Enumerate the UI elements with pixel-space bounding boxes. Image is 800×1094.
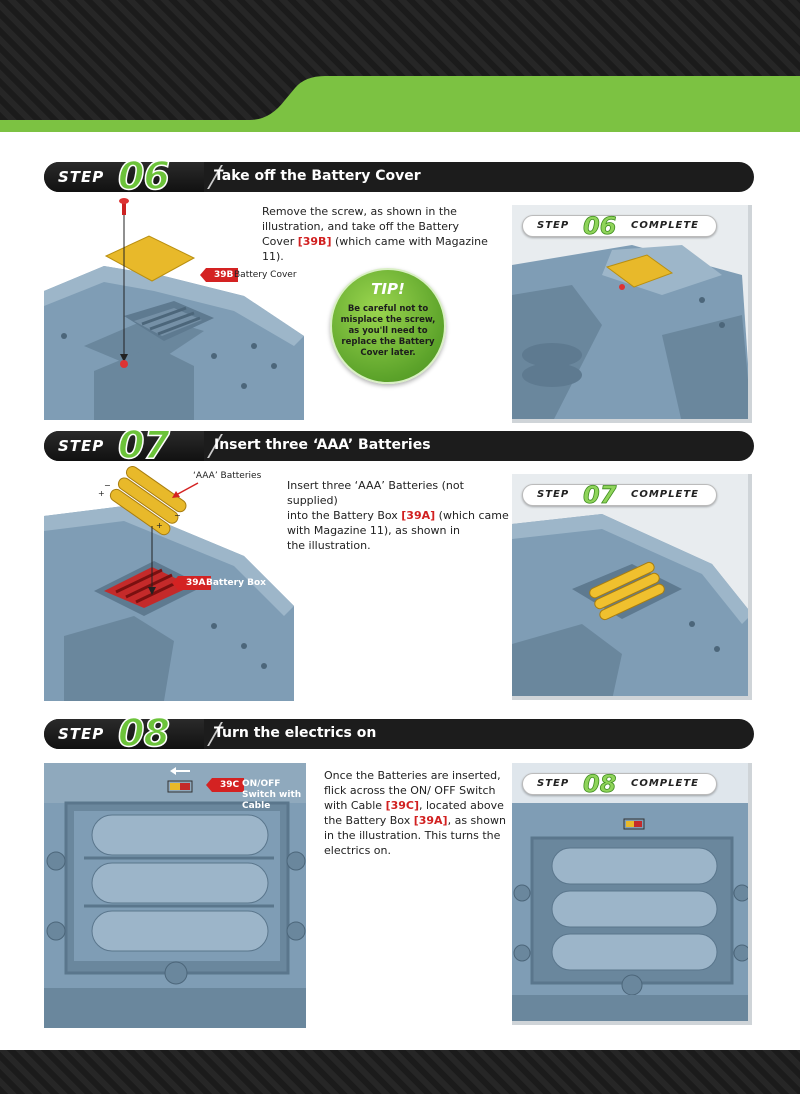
step-07-complete-label: COMPLETE: [631, 489, 699, 500]
step-08-title: Turn the electrics on: [214, 725, 377, 741]
callout-39C-line-3: Cable: [242, 801, 271, 811]
step-06-title: Take off the Battery Cover: [214, 168, 421, 184]
step-08-complete-badge: [522, 770, 717, 798]
step-06-line-3: [262, 234, 512, 264]
battery-label-arrow: [170, 481, 200, 501]
step-07-title: Insert three ‘AAA’ Batteries: [214, 437, 431, 453]
step-08-header: [44, 711, 754, 755]
step-06-line-3a: Cover: [262, 235, 298, 248]
svg-text:+: +: [98, 489, 105, 498]
step-08-word: STEP: [58, 725, 105, 743]
step-06-header: [44, 154, 754, 198]
footer-carbon-band: [0, 1050, 800, 1094]
ref-39B: [39B]: [297, 235, 332, 248]
step-08-line-3b: , located above: [419, 799, 504, 812]
step-08-instructions: [324, 768, 506, 858]
callout-39C-text: [242, 779, 312, 812]
callout-39A-tag: 39A: [178, 576, 211, 590]
step-07-complete-word: STEP: [537, 489, 570, 500]
step-07-word: STEP: [58, 437, 105, 455]
callout-39B-text: Battery Cover: [234, 270, 297, 280]
header-carbon-band: [0, 0, 800, 120]
step-06-word: STEP: [58, 168, 105, 186]
svg-text:−: −: [174, 511, 181, 520]
step-07-line-2b: (which came: [435, 509, 509, 522]
step-07-line-3: with Magazine 11), as shown in: [287, 524, 461, 537]
svg-text:−: −: [104, 481, 111, 490]
step-07-header: [44, 423, 754, 467]
step-08-number: 08: [118, 711, 169, 755]
step-06-badge: [44, 154, 204, 198]
step-06-line-1: Remove the screw, as shown in the: [262, 205, 457, 218]
step-07-complete-panel: [512, 474, 752, 700]
step-06-line-3b: (which came with Magazine 11).: [262, 235, 488, 263]
step-06-number: 06: [118, 154, 169, 198]
step-07-line-2: [287, 508, 517, 523]
step-08-line-4b: , as shown: [447, 814, 506, 827]
tip-badge: [330, 268, 446, 384]
step-07-badge: [44, 423, 204, 467]
callout-39A-text: Battery Box: [206, 578, 266, 588]
callout-39C-line-1: ON/OFF: [242, 779, 281, 789]
step-08-line-6: electrics on.: [324, 844, 392, 857]
step-07-instructions: [287, 478, 517, 553]
step-08-line-5: in the illustration. This turns the: [324, 829, 501, 842]
step-08-badge: [44, 711, 204, 755]
step-07-complete-badge: [522, 481, 717, 509]
callout-39C-line-2: Switch with: [242, 790, 302, 800]
step-08-line-4: [324, 813, 506, 828]
step-07-line-1: Insert three ‘AAA’ Batteries (not supplied): [287, 479, 464, 507]
step-08-complete-word: STEP: [537, 778, 570, 789]
step-06-complete-number: 06: [583, 212, 617, 240]
step-06-complete-badge: [522, 212, 717, 240]
ref-39A: [39A]: [401, 509, 436, 522]
step-06-line-2: illustration, and take off the Battery: [262, 220, 460, 233]
battery-label: ‘AAA’ Batteries: [193, 471, 262, 481]
step-06-complete-panel: [512, 205, 752, 423]
step-08-complete-number: 08: [583, 770, 617, 798]
tip-title: TIP!: [371, 280, 405, 298]
step-08-complete-panel: [512, 763, 752, 1025]
step-06-complete-label: COMPLETE: [631, 220, 699, 231]
step-07-line-2a: into the Battery Box: [287, 509, 402, 522]
step-07-line-4: the illustration.: [287, 539, 371, 552]
step-07-number: 07: [118, 423, 169, 467]
step-08-line-3a: with Cable: [324, 799, 386, 812]
callout-39C-tag: 39C: [212, 778, 244, 792]
ref-39C: [39C]: [385, 799, 419, 812]
ref-39A-step-08: [39A]: [413, 814, 448, 827]
step-08-line-4a: the Battery Box: [324, 814, 414, 827]
step-06-instructions: [262, 204, 512, 264]
tip-text: Be careful not to misplace the screw, as you'll need to replace the Battery Cover later.: [340, 304, 436, 358]
step-06-complete-word: STEP: [537, 220, 570, 231]
step-08-line-1: Once the Batteries are inserted,: [324, 769, 501, 782]
step-07-complete-number: 07: [583, 481, 617, 509]
step-08-line-3: [324, 798, 506, 813]
step-08-line-2: flick across the ON/ OFF Switch: [324, 784, 496, 797]
callout-39B-tag: 39B: [206, 268, 238, 282]
svg-text:+: +: [156, 521, 163, 530]
step-08-complete-label: COMPLETE: [631, 778, 699, 789]
